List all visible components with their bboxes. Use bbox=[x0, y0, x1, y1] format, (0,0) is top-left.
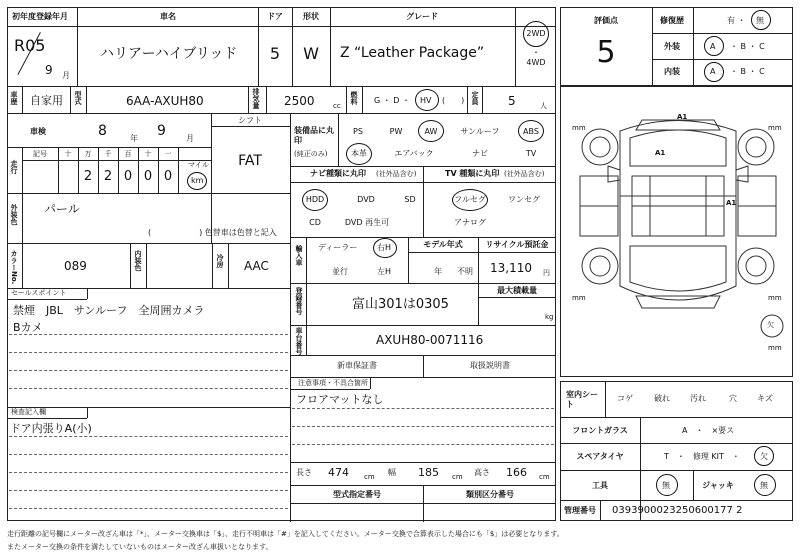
windshield-options: A ・ ×要ス bbox=[682, 426, 735, 435]
import-parallel: 並行 bbox=[332, 267, 348, 276]
nav-sub: (社外品含む) bbox=[376, 170, 417, 178]
mgmt-value: 0393900023250600177 2 bbox=[612, 505, 743, 516]
capacity-label: 定員 bbox=[471, 91, 479, 105]
first-reg-month: 9 bbox=[45, 63, 53, 77]
mm-label: mm bbox=[572, 294, 586, 302]
damage-mark: A1 bbox=[655, 149, 666, 157]
mileage-head-100k: 十 bbox=[64, 150, 72, 158]
class-number-label: 類別区分番号 bbox=[466, 490, 514, 499]
drive-dot: ・ bbox=[532, 48, 540, 57]
interior-color-label: 内装色 bbox=[134, 250, 142, 271]
length-value: 474 bbox=[328, 466, 349, 479]
exterior-grade-rest: ・ B ・ C bbox=[730, 42, 765, 51]
inspection-year-unit: 年 bbox=[130, 134, 138, 143]
equip-abs: ABS bbox=[523, 127, 539, 136]
import-right: 右H bbox=[377, 243, 392, 252]
km-label: km bbox=[191, 176, 204, 185]
tv-oneseg: ワンセグ bbox=[508, 195, 540, 204]
footer-note-line: 走行距離の記号欄にメーター改ざん車は「*」、メーター交換車は「$」、走行不明車は「#」を記入してください。メーター交換で合算表示した場合にも「$」は必要となります。 bbox=[7, 530, 564, 538]
nav-label: ナビ種類に丸印 bbox=[310, 169, 366, 178]
grade-label: グレード bbox=[406, 12, 438, 21]
color-no-label: カラーNo. bbox=[10, 250, 18, 285]
damage-mark: A1 bbox=[726, 199, 737, 207]
interior-grade-a: A bbox=[710, 67, 716, 76]
spare-label: スペアタイヤ bbox=[576, 452, 624, 461]
inspection-month-unit: 月 bbox=[186, 134, 194, 143]
mm-label: mm bbox=[768, 124, 782, 132]
jack-selected: 無 bbox=[760, 481, 768, 490]
notice-line: フロアマットなし bbox=[296, 393, 384, 406]
ac-label: 冷房 bbox=[216, 254, 224, 268]
inspection-month: 9 bbox=[157, 123, 166, 139]
import-label: 輸入車 bbox=[295, 245, 303, 266]
height-label: 高さ bbox=[474, 468, 490, 477]
tool-label: 工具 bbox=[592, 481, 608, 490]
max-load-unit: kg bbox=[545, 313, 554, 321]
nav-hdd: HDD bbox=[305, 195, 325, 204]
first-reg-label: 初年度登録年月 bbox=[12, 12, 68, 21]
tool-selected: 無 bbox=[662, 481, 670, 490]
width-value: 185 bbox=[418, 466, 439, 479]
import-left: 左H bbox=[377, 267, 392, 276]
exterior-color-label: 外装色 bbox=[10, 204, 18, 225]
mm-label: mm bbox=[768, 294, 782, 302]
model-label: 型式 bbox=[74, 91, 82, 105]
registration-label: 登録番号 bbox=[295, 287, 303, 315]
fuel-selected: HV bbox=[420, 96, 432, 105]
recycle-unit: 円 bbox=[543, 269, 550, 277]
mileage-label: 走行 bbox=[10, 160, 18, 174]
score-value: 5 bbox=[596, 35, 616, 70]
model-year-label: モデル年式 bbox=[423, 240, 463, 249]
spare-options: T ・ 修理 KIT ・ bbox=[664, 452, 740, 461]
drive-2wd: 2WD bbox=[526, 29, 546, 38]
grade-value: Z “Leather Package” bbox=[340, 45, 485, 61]
score-label: 評価点 bbox=[594, 16, 618, 25]
seat-option: 破れ bbox=[654, 394, 670, 403]
model-year-unknown: 不明 bbox=[457, 267, 473, 276]
mileage-head-1: 一 bbox=[164, 150, 172, 158]
model-value: 6AA-AXUH80 bbox=[126, 94, 204, 108]
equip-sunroof: サンルーフ bbox=[460, 127, 500, 136]
max-load-label: 最大積載量 bbox=[497, 286, 537, 295]
length-label: 長さ bbox=[296, 468, 312, 477]
type-number-label: 型式指定番号 bbox=[333, 490, 381, 499]
mile-label: マイル bbox=[188, 161, 209, 169]
width-label: 幅 bbox=[388, 468, 396, 477]
seat-label: 室内シート bbox=[566, 390, 598, 409]
interior-grade-label: 内装 bbox=[664, 67, 680, 76]
mileage-digit: 2 bbox=[103, 169, 113, 184]
exterior-grade-label: 外装 bbox=[664, 42, 680, 51]
inspector-notes-label: 検査記入欄 bbox=[11, 408, 46, 416]
spare-selected: 欠 bbox=[760, 452, 768, 461]
mgmt-label: 管理番号 bbox=[564, 506, 596, 515]
interior-grade-rest: ・ B ・ C bbox=[730, 67, 765, 76]
equip-aw: AW bbox=[424, 127, 438, 136]
inspection-year: 8 bbox=[98, 123, 107, 139]
repair-selected: 無 bbox=[756, 16, 764, 25]
mileage-head-sign: 記号 bbox=[33, 150, 47, 158]
seat-option: キズ bbox=[757, 394, 773, 403]
mileage-digit: 2 bbox=[83, 169, 93, 184]
car-name: ハリアーハイブリッド bbox=[100, 46, 238, 62]
shape-label: 形状 bbox=[303, 12, 319, 21]
height-value: 166 bbox=[506, 466, 527, 479]
warranty-new-label: 新車保証書 bbox=[337, 361, 377, 370]
door-value: 5 bbox=[269, 44, 281, 63]
nav-dvd-play: DVD 再生可 bbox=[344, 218, 390, 227]
equip-tv: TV bbox=[525, 149, 537, 158]
registration-value: 富山301は0305 bbox=[352, 297, 449, 312]
mileage-head-10k: 万 bbox=[84, 150, 92, 158]
mileage-head-1k: 千 bbox=[104, 150, 112, 158]
exterior-color-note: ( ) 色替車は色替と記入 bbox=[148, 228, 277, 237]
import-dealer: ディーラー bbox=[318, 243, 358, 252]
fuel-paren: ( ) bbox=[442, 96, 465, 105]
shift-label: シフト bbox=[238, 116, 262, 125]
exterior-grade-a: A bbox=[710, 42, 716, 51]
mileage-digit: 0 bbox=[123, 169, 133, 184]
footer-note-line: またメーター交換の条件を満たしていないものはメーター改ざん車扱いとなります。 bbox=[7, 543, 273, 551]
seat-option: 汚れ bbox=[690, 394, 706, 403]
mileage-head-100: 百 bbox=[124, 150, 132, 158]
displacement-value: 2500 bbox=[284, 94, 315, 108]
mileage-digit: 0 bbox=[143, 169, 153, 184]
tv-sub: (社外品含む) bbox=[504, 170, 545, 178]
shift-value: FAT bbox=[238, 153, 262, 169]
capacity-value: 5 bbox=[508, 94, 516, 108]
width-unit: cm bbox=[452, 473, 463, 481]
equipment-label: 装備品に丸印 bbox=[294, 126, 334, 145]
length-unit: cm bbox=[364, 473, 375, 481]
windshield-label: フロントガラス bbox=[572, 426, 628, 435]
damage-mark: A1 bbox=[677, 113, 688, 121]
inspection-label: 車検 bbox=[30, 127, 46, 136]
equip-ps: PS bbox=[353, 127, 363, 136]
door-label: ドア bbox=[267, 12, 283, 21]
car-diagram bbox=[560, 86, 793, 377]
model-year-year: 年 bbox=[434, 267, 442, 276]
exterior-color-value: パール bbox=[44, 202, 80, 216]
seat-option: 穴 bbox=[729, 394, 737, 403]
displacement-label: 排気量 bbox=[252, 88, 260, 109]
nav-dvd: DVD bbox=[357, 195, 375, 204]
mileage-head-10: 十 bbox=[144, 150, 152, 158]
equip-navi: ナビ bbox=[472, 149, 488, 158]
tv-fullseg: フルセグ bbox=[454, 195, 486, 204]
nav-cd: CD bbox=[309, 218, 321, 227]
use-value: 自家用 bbox=[30, 94, 63, 107]
repair-label: 修復歴 bbox=[660, 16, 684, 25]
chassis-value: AXUH80-0071116 bbox=[376, 333, 484, 347]
spare-tire-mark: 欠 bbox=[767, 321, 774, 329]
drive-4wd: 4WD bbox=[526, 58, 546, 67]
color-no-value: 089 bbox=[64, 259, 87, 273]
height-unit: cm bbox=[539, 473, 550, 481]
nav-sd: SD bbox=[404, 195, 416, 204]
mm-label: mm bbox=[572, 124, 586, 132]
seat-option: コゲ bbox=[617, 394, 633, 403]
tv-label: TV 種類に丸印 bbox=[445, 169, 500, 178]
car-name-label: 車名 bbox=[160, 12, 176, 21]
tv-analog: アナログ bbox=[454, 218, 486, 227]
equip-airbag: エアバック bbox=[394, 149, 434, 158]
warranty-manual-label: 取扱説明書 bbox=[470, 361, 510, 370]
capacity-unit: 人 bbox=[540, 102, 547, 110]
equipment-sublabel: (純正のみ) bbox=[294, 150, 328, 158]
notices-label: 注意事項・不具合箇所 bbox=[298, 379, 368, 387]
fuel-label: 燃料 bbox=[350, 91, 358, 105]
inspector-note-line: ドア内張りA(小) bbox=[10, 422, 92, 435]
first-reg-era: R05 bbox=[14, 36, 46, 55]
selling-points-label: セールスポイント bbox=[11, 289, 67, 297]
shape-value: W bbox=[303, 44, 319, 63]
ac-value: AAC bbox=[244, 259, 269, 273]
recycle-label: リサイクル預託金 bbox=[485, 240, 549, 249]
jack-label: ジャッキ bbox=[702, 481, 734, 490]
mileage-digit: 0 bbox=[163, 169, 173, 184]
first-reg-month-unit: 月 bbox=[62, 71, 70, 80]
equip-leather: 本革 bbox=[351, 149, 367, 158]
recycle-value: 13,110 bbox=[490, 261, 532, 275]
equip-pw: PW bbox=[389, 127, 403, 136]
mm-label: mm bbox=[768, 344, 782, 352]
selling-point-line: 禁煙 JBL サンルーフ 全周囲カメラ bbox=[13, 304, 205, 317]
displacement-unit: cc bbox=[333, 102, 341, 110]
selling-point-line: Bカメ bbox=[13, 321, 43, 334]
chassis-label: 車台番号 bbox=[295, 327, 303, 355]
use-label: 車歴 bbox=[10, 91, 18, 105]
fuel-options: G ・ D ・ bbox=[374, 96, 410, 105]
repair-options: 有 ・ bbox=[727, 16, 746, 25]
